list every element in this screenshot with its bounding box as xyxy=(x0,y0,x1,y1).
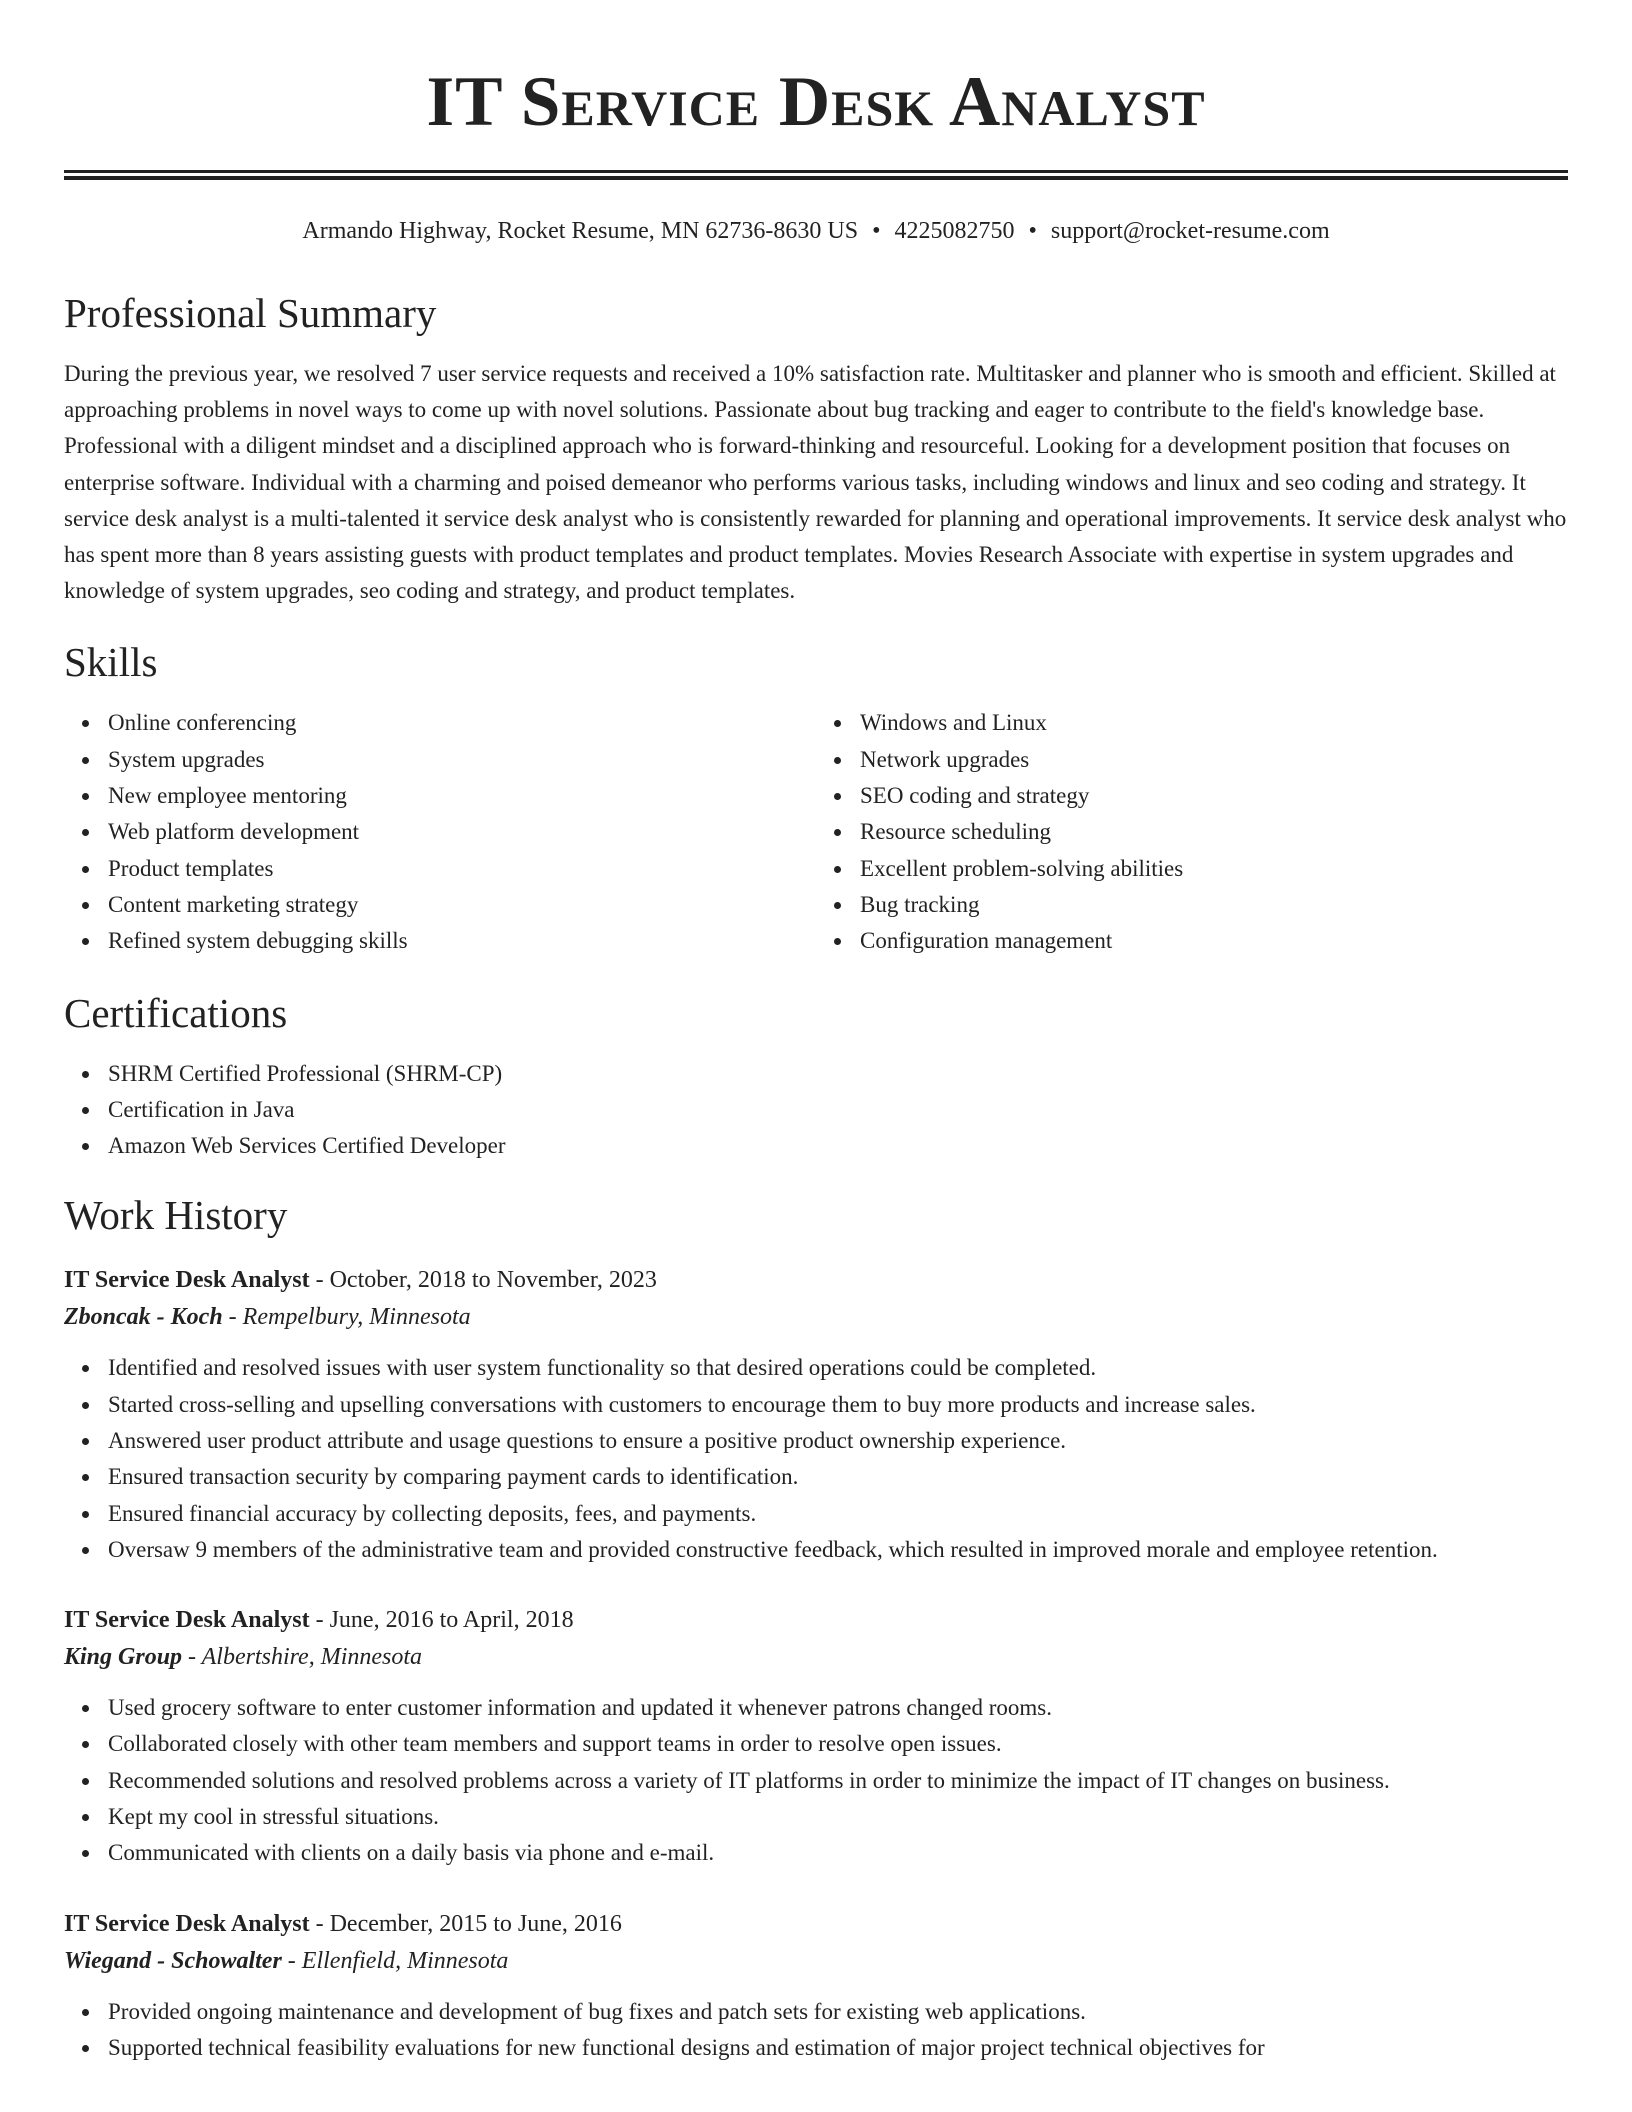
contact-separator: • xyxy=(1028,218,1037,244)
contact-phone: 4225082750 xyxy=(894,218,1015,244)
job-bullet: Collaborated closely with other team members and support teams in order to resolve open issues. xyxy=(108,1726,1568,1762)
job-location: Ellenfield, Minnesota xyxy=(301,1947,509,1974)
job-bullet: Recommended solutions and resolved problems across a variety of IT platforms in order to minimize the impact of IT changes on business. xyxy=(108,1763,1568,1799)
job-bullet: Started cross-selling and upselling conversations with customers to encourage them to buy more products and increase sales. xyxy=(108,1387,1568,1423)
skill-item: Bug tracking xyxy=(860,887,1568,923)
job-title: IT Service Desk Analyst xyxy=(64,1267,310,1294)
job-dates: June, 2016 to April, 2018 xyxy=(329,1607,574,1634)
contact-line xyxy=(64,216,1568,246)
job-entry xyxy=(64,1602,1568,1871)
skill-item: Excellent problem-solving abilities xyxy=(860,851,1568,887)
job-dates: October, 2018 to November, 2023 xyxy=(329,1267,657,1294)
job-bullet: Ensured financial accuracy by collecting deposits, fees, and payments. xyxy=(108,1496,1568,1532)
job-dates: December, 2015 to June, 2016 xyxy=(329,1910,622,1937)
certification-item: Amazon Web Services Certified Developer xyxy=(108,1128,1568,1164)
contact-email: support@rocket-resume.com xyxy=(1050,218,1330,244)
job-bullet: Ensured transaction security by comparing payment cards to identification. xyxy=(108,1459,1568,1495)
job-employer: Zboncak - Koch xyxy=(64,1304,223,1331)
job-bullet: Supported technical feasibility evaluations for new functional designs and estimation of major project technical objectives for xyxy=(108,2030,1568,2066)
skill-item: Online conferencing xyxy=(108,705,816,741)
job-bullets xyxy=(64,1994,1568,2067)
job-bullets xyxy=(64,1350,1568,1568)
job-bullet: Oversaw 9 members of the administrative team and provided constructive feedback, which resulted in improved morale and employee retention. xyxy=(108,1532,1568,1568)
skill-item: Configuration management xyxy=(860,923,1568,959)
job-bullet: Identified and resolved issues with user system functionality so that desired operations could be completed. xyxy=(108,1350,1568,1386)
resume-name: IT Service Desk Analyst xyxy=(426,63,1206,141)
header-divider xyxy=(64,170,1568,180)
job-location: Rempelbury, Minnesota xyxy=(242,1304,471,1331)
skill-item: Refined system debugging skills xyxy=(108,923,816,959)
contact-address: Armando Highway, Rocket Resume, MN 62736-8630 US xyxy=(302,218,859,244)
skills-heading: Skills xyxy=(64,639,158,686)
skill-item: System upgrades xyxy=(108,742,816,778)
skills-list-left xyxy=(64,705,816,959)
job-title: IT Service Desk Analyst xyxy=(64,1607,310,1634)
job-bullet: Answered user product attribute and usage questions to ensure a positive product ownership experience. xyxy=(108,1423,1568,1459)
summary-text: During the previous year, we resolved 7 user service requests and received a 10% satisfaction rate. Multitasker and planner who is smooth and efficient. Skilled at approaching problems in novel ways to come up with novel solutions. Passionate about bug tracking and eager to contribute to the field's knowledge base. Professional with a diligent mindset and a disciplined approach who is forward-thinking and resourceful. Looking for a development position that focuses on enterprise software. Individual with a charming and poised demeanor who performs various tasks, including windows and linux and seo coding and strategy. It service desk analyst is a multi-talented it service desk analyst who is consistently rewarded for planning and operational improvements. It service desk analyst who has spent more than 8 years assisting guests with product templates and product templates. Movies Research Associate with expertise in system upgrades and knowledge of system upgrades, seo coding and strategy, and product templates. xyxy=(64,361,1567,604)
job-employer-line: Zboncak - Koch - Rempelbury, Minnesota xyxy=(64,1304,471,1331)
skill-item: Windows and Linux xyxy=(860,705,1568,741)
skill-item: Content marketing strategy xyxy=(108,887,816,923)
skills-list-right xyxy=(816,705,1568,959)
job-title-line: IT Service Desk Analyst - October, 2018 to November, 2023 xyxy=(64,1267,657,1294)
job-employer: King Group xyxy=(64,1644,183,1671)
work-history-heading: Work History xyxy=(64,1192,288,1239)
skill-item: SEO coding and strategy xyxy=(860,778,1568,814)
job-title: IT Service Desk Analyst xyxy=(64,1910,310,1937)
job-bullet: Provided ongoing maintenance and development of bug fixes and patch sets for existing web applications. xyxy=(108,1994,1568,2030)
job-employer-line: Wiegand - Schowalter - Ellenfield, Minnesota xyxy=(64,1947,509,1974)
summary-heading: Professional Summary xyxy=(64,290,437,336)
certification-item: Certification in Java xyxy=(108,1092,1568,1128)
job-employer-line: King Group - Albertshire, Minnesota xyxy=(64,1644,423,1671)
skill-item: Product templates xyxy=(108,851,816,887)
certifications-list xyxy=(64,1056,1568,1165)
skill-item: Network upgrades xyxy=(860,742,1568,778)
job-bullet: Used grocery software to enter customer information and updated it whenever patrons changed rooms. xyxy=(108,1690,1568,1726)
job-location: Albertshire, Minnesota xyxy=(201,1644,423,1671)
contact-separator: • xyxy=(872,218,881,244)
job-employer: Wiegand - Schowalter xyxy=(64,1947,282,1974)
job-title-line: IT Service Desk Analyst - December, 2015 to June, 2016 xyxy=(64,1910,622,1937)
certifications-heading: Certifications xyxy=(64,989,288,1036)
job-entry xyxy=(64,1262,1568,1568)
skill-item: Web platform development xyxy=(108,814,816,850)
job-bullets xyxy=(64,1690,1568,1871)
job-title-line: IT Service Desk Analyst - June, 2016 to April, 2018 xyxy=(64,1607,574,1634)
job-bullet: Kept my cool in stressful situations. xyxy=(108,1799,1568,1835)
job-entry xyxy=(64,1906,1568,2067)
job-bullet: Communicated with clients on a daily basis via phone and e-mail. xyxy=(108,1835,1568,1871)
skills-columns xyxy=(64,705,1568,959)
skill-item: Resource scheduling xyxy=(860,814,1568,850)
certification-item: SHRM Certified Professional (SHRM-CP) xyxy=(108,1056,1568,1092)
skill-item: New employee mentoring xyxy=(108,778,816,814)
